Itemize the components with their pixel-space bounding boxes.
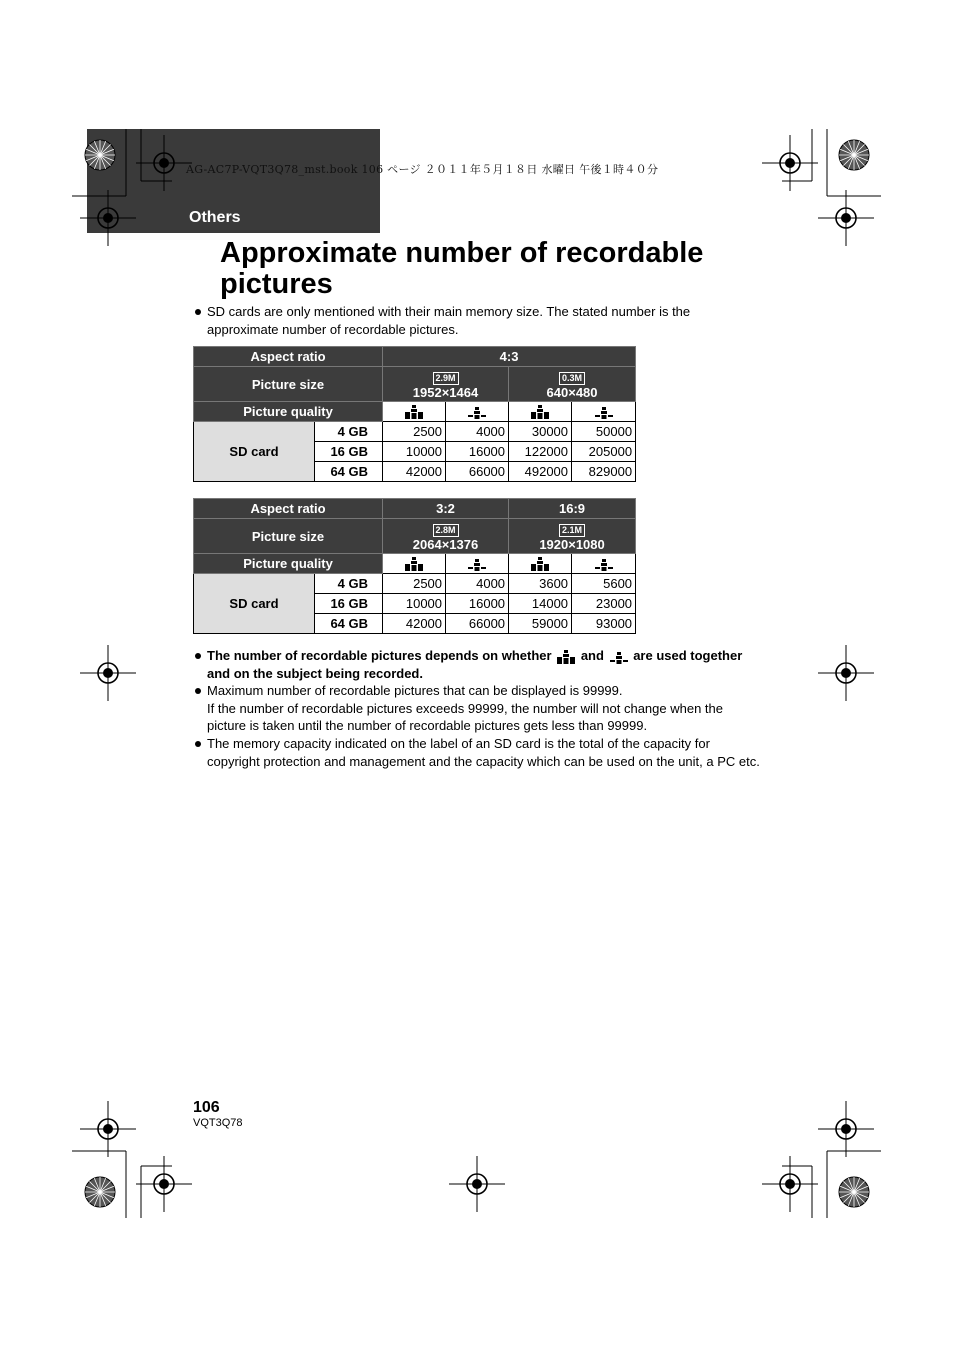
page-title: Approximate number of recordable pictures: [220, 237, 704, 300]
picture-size-icon: 2.9M: [433, 372, 459, 385]
value-cell: 10000: [383, 594, 446, 614]
value-cell: 59000: [509, 614, 572, 634]
starburst-mark: [85, 140, 115, 170]
value-cell: 4000: [446, 574, 509, 594]
value-cell: 829000: [572, 462, 636, 482]
registration-target: [136, 1156, 192, 1212]
recordable-pictures-table-1: [193, 346, 636, 482]
picture-size-label: Picture size: [194, 519, 383, 554]
value-cell: 66000: [446, 462, 509, 482]
capacity-cell: 16 GB: [315, 442, 383, 462]
aspect-ratio-value: 4:3: [383, 347, 636, 367]
value-cell: 66000: [446, 614, 509, 634]
aspect-ratio-label: Aspect ratio: [194, 347, 383, 367]
quality-cell: [572, 402, 636, 422]
intro-note: SD cards are only mentioned with their main memory size. The stated number is the approximate number of recordable pictures.: [193, 303, 763, 338]
sd-card-label: SD card: [194, 422, 315, 482]
picture-size-dims: 1920×1080: [539, 536, 605, 552]
quality-cell: [383, 402, 446, 422]
registration-target: [818, 645, 874, 701]
quality-cell: [572, 554, 636, 574]
capacity-cell: 4 GB: [315, 574, 383, 594]
quality-cell: [446, 402, 509, 422]
value-cell: 5600: [572, 574, 636, 594]
picture-size-cell: [509, 519, 636, 554]
value-cell: 122000: [509, 442, 572, 462]
registration-target: [818, 1101, 874, 1157]
fine-quality-icon: [530, 405, 550, 419]
note-max-display: [193, 682, 763, 735]
picture-quality-label: Picture quality: [194, 402, 383, 422]
value-cell: 42000: [383, 614, 446, 634]
picture-size-dims: 640×480: [546, 384, 598, 400]
picture-size-dims: 2064×1376: [412, 536, 479, 552]
registration-target: [80, 1101, 136, 1157]
capacity-cell: 16 GB: [315, 594, 383, 614]
picture-size-cell: [383, 519, 509, 554]
standard-quality-icon: [594, 557, 614, 571]
table-row: [194, 574, 636, 594]
table-row: [194, 422, 636, 442]
aspect-ratio-label: Aspect ratio: [194, 499, 383, 519]
registration-target: [449, 1156, 505, 1212]
recordable-pictures-table-2: [193, 498, 636, 634]
picture-size-icon: 0.3M: [559, 372, 585, 385]
quality-cell: [446, 554, 509, 574]
fine-quality-icon: [404, 557, 424, 571]
value-cell: 3600: [509, 574, 572, 594]
notes-list: [193, 647, 763, 770]
value-cell: 42000: [383, 462, 446, 482]
capacity-cell: 4 GB: [315, 422, 383, 442]
note-text: If the number of recordable pictures exceeds 99999, the number will not change when the picture is taken until the number of recordable pictures gets less than 99999.: [207, 700, 723, 734]
value-cell: 2500: [383, 422, 446, 442]
picture-size-icon: 2.8M: [433, 524, 459, 537]
value-cell: 10000: [383, 442, 446, 462]
capacity-cell: 64 GB: [315, 462, 383, 482]
value-cell: 93000: [572, 614, 636, 634]
note-quality: [193, 647, 763, 682]
picture-size-cell: [509, 367, 636, 402]
note-text: and: [580, 648, 604, 663]
print-header-line: AG-AC7P-VQT3Q78_mst.book 106 ページ ２０１１年５月１８日 水曜日 午後１時４０分: [186, 163, 659, 176]
aspect-ratio-value: 16:9: [509, 499, 636, 519]
picture-size-icon: 2.1M: [559, 524, 585, 537]
value-cell: 16000: [446, 442, 509, 462]
registration-target: [762, 1156, 818, 1212]
capacity-cell: 64 GB: [315, 614, 383, 634]
value-cell: 23000: [572, 594, 636, 614]
picture-size-cell: [383, 367, 509, 402]
note-text: Maximum number of recordable pictures that can be displayed is 99999.: [207, 683, 623, 699]
sd-card-label: SD card: [194, 574, 315, 634]
value-cell: 50000: [572, 422, 636, 442]
section-label: Others: [189, 209, 241, 226]
value-cell: 492000: [509, 462, 572, 482]
picture-size-label: Picture size: [194, 367, 383, 402]
value-cell: 30000: [509, 422, 572, 442]
starburst-mark: [839, 1177, 869, 1207]
registration-target: [80, 190, 136, 246]
value-cell: 4000: [446, 422, 509, 442]
standard-quality-icon: [594, 405, 614, 419]
quality-cell: [509, 554, 572, 574]
standard-quality-icon: [467, 405, 487, 419]
model-code: VQT3Q78: [193, 1117, 243, 1129]
aspect-ratio-value: 3:2: [383, 499, 509, 519]
fine-quality-icon: [530, 557, 550, 571]
standard-quality-icon: [467, 557, 487, 571]
value-cell: 2500: [383, 574, 446, 594]
picture-quality-label: Picture quality: [194, 554, 383, 574]
registration-target: [136, 135, 192, 191]
value-cell: 205000: [572, 442, 636, 462]
note-text: The number of recordable pictures depends on whether: [207, 648, 552, 663]
standard-quality-icon: [608, 650, 630, 664]
fine-quality-icon: [555, 650, 577, 664]
intro-list: [193, 303, 763, 338]
picture-size-dims: 1952×1464: [412, 384, 479, 400]
note-text: are used together and on the subject being recorded.: [207, 648, 743, 681]
value-cell: 16000: [446, 594, 509, 614]
value-cell: 14000: [509, 594, 572, 614]
quality-cell: [509, 402, 572, 422]
fine-quality-icon: [404, 405, 424, 419]
registration-target: [762, 135, 818, 191]
page-number: 106: [193, 1099, 220, 1116]
registration-target: [80, 645, 136, 701]
registration-target: [818, 190, 874, 246]
starburst-mark: [85, 1177, 115, 1207]
starburst-mark: [839, 140, 869, 170]
note-capacity: The memory capacity indicated on the label of an SD card is the total of the capacity for copyright protection and management and the capacity which can be used on the unit, a PC etc.: [193, 735, 763, 770]
quality-cell: [383, 554, 446, 574]
